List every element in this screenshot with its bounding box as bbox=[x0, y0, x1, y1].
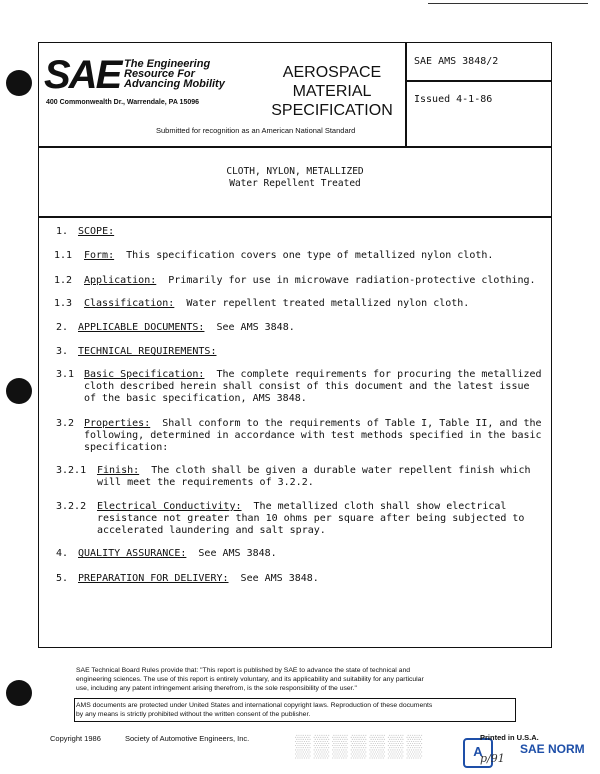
section-text: Water repellent treated metallized nylon cloth. bbox=[174, 298, 470, 309]
document-number: SAE AMS 3848/2 bbox=[414, 56, 499, 67]
section-text: Primarily for use in microwave radiation-protective clothing. bbox=[156, 275, 536, 286]
section-text: The complete requirements for procuring the metallized bbox=[204, 369, 542, 380]
section-text: Shall conform to the requirements of Table I, Table II, and the bbox=[150, 418, 542, 429]
section-preparation-for-delivery bbox=[78, 573, 319, 585]
section-electrical-conductivity bbox=[97, 501, 524, 537]
section-text: See AMS 3848. bbox=[204, 322, 295, 333]
section-heading: Form: bbox=[84, 250, 115, 261]
section-text: The metallized cloth shall show electrical bbox=[241, 501, 507, 512]
copyright-notice-line-1: AMS documents are protected under United States and international copyright laws. Reproduction of these documents bbox=[76, 702, 433, 709]
section-technical-requirements bbox=[78, 346, 216, 358]
top-edge-line bbox=[428, 3, 588, 4]
section-number: 3.2.1 bbox=[56, 465, 87, 476]
doc-title-line-2: Water Repellent Treated bbox=[229, 178, 361, 189]
printed-in-usa: Printed in U.S.A. bbox=[480, 733, 539, 742]
sae-norm-watermark: SAE NORM bbox=[520, 742, 585, 756]
section-text: See AMS 3848. bbox=[186, 548, 277, 559]
header-vertical-divider bbox=[405, 42, 407, 146]
header-right-divider bbox=[405, 80, 552, 82]
header-divider bbox=[38, 146, 552, 148]
section-form bbox=[84, 250, 493, 262]
section-heading: Finish: bbox=[97, 465, 140, 476]
tagline-line-3: Advancing Mobility bbox=[124, 78, 225, 90]
section-number: 3. bbox=[56, 346, 69, 357]
section-number: 1.3 bbox=[54, 298, 73, 309]
section-heading: Classification: bbox=[84, 298, 175, 309]
section-heading: APPLICABLE DOCUMENTS: bbox=[78, 322, 205, 333]
section-applicable-documents bbox=[78, 322, 295, 334]
sae-logo: SAE bbox=[44, 53, 121, 97]
title-aerospace: AEROSPACE bbox=[282, 64, 382, 81]
reproduction-watermark: ▒▒▒▒▒▒▒ bbox=[295, 733, 426, 758]
section-finish bbox=[97, 465, 531, 489]
section-number: 1. bbox=[56, 226, 69, 237]
binder-hole bbox=[6, 70, 32, 96]
tagline-line-2: Resource For bbox=[124, 68, 195, 80]
section-heading: TECHNICAL REQUIREMENTS: bbox=[78, 346, 217, 357]
section-text: The cloth shall be given a durable water repellent finish which bbox=[139, 465, 531, 476]
section-number: 3.2 bbox=[56, 418, 75, 429]
section-number: 5. bbox=[56, 573, 69, 584]
title-specification: SPECIFICATION bbox=[271, 102, 393, 119]
section-text: resistance not greater than 10 ohms per square after being subjected to bbox=[97, 513, 525, 524]
society-name: Society of Automotive Engineers, Inc. bbox=[125, 734, 250, 743]
section-number: 3.2.2 bbox=[56, 501, 87, 512]
board-rules-line-2: engineering sciences. The use of this report is entirely voluntary, and its applicability and suitability for any particular bbox=[76, 676, 424, 683]
approval-stamp: A bbox=[463, 738, 493, 768]
section-application bbox=[84, 275, 536, 287]
title-material: MATERIAL bbox=[292, 83, 372, 100]
section-text: specification: bbox=[84, 442, 169, 453]
section-heading: Basic Specification: bbox=[84, 369, 205, 380]
section-scope bbox=[78, 226, 114, 238]
section-properties bbox=[84, 418, 542, 454]
section-text: accelerated laundering and salt spray. bbox=[97, 525, 326, 536]
section-heading: Properties: bbox=[84, 418, 151, 429]
section-text: will meet the requirements of 3.2.2. bbox=[97, 477, 314, 488]
section-number: 2. bbox=[56, 322, 69, 333]
section-text: cloth described herein shall consist of this document and the latest issue bbox=[84, 381, 530, 392]
binder-hole bbox=[6, 680, 32, 706]
section-heading: SCOPE: bbox=[78, 226, 115, 237]
title-divider bbox=[38, 216, 552, 218]
section-heading: QUALITY ASSURANCE: bbox=[78, 548, 187, 559]
section-heading: Application: bbox=[84, 275, 157, 286]
section-number: 4. bbox=[56, 548, 69, 559]
section-text: of the basic specification, AMS 3848. bbox=[84, 393, 307, 404]
section-heading: Electrical Conductivity: bbox=[97, 501, 242, 512]
board-rules-line-3: use, including any patent infringement arising therefrom, is the sole responsibility of the user." bbox=[76, 685, 357, 692]
section-classification bbox=[84, 298, 469, 310]
binder-hole bbox=[6, 378, 32, 404]
section-text: following, determined in accordance with test methods specified in the basic bbox=[84, 430, 542, 441]
section-number: 1.2 bbox=[54, 275, 73, 286]
handwritten-note: p/91 bbox=[480, 752, 505, 765]
section-text: This specification covers one type of metallized nylon cloth. bbox=[114, 250, 494, 261]
tagline-line-1: The Engineering bbox=[124, 58, 211, 70]
section-heading: PREPARATION FOR DELIVERY: bbox=[78, 573, 229, 584]
section-quality-assurance bbox=[78, 548, 277, 560]
section-basic-specification bbox=[84, 369, 542, 405]
section-number: 3.1 bbox=[56, 369, 75, 380]
submitted-note: Submitted for recognition as an American National Standard bbox=[156, 126, 356, 135]
sae-address: 400 Commonwealth Dr., Warrendale, PA 15096 bbox=[46, 99, 200, 106]
section-text: See AMS 3848. bbox=[228, 573, 319, 584]
board-rules-line-1: SAE Technical Board Rules provide that: "This report is published by SAE to advance the state of technical and bbox=[76, 667, 411, 674]
doc-title-line-1: CLOTH, NYLON, METALLIZED bbox=[226, 166, 364, 177]
issue-date: Issued 4-1-86 bbox=[414, 94, 493, 105]
copyright-year: Copyright 1986 bbox=[50, 734, 101, 743]
copyright-notice-line-2: by any means is strictly prohibited without the written consent of the publisher. bbox=[76, 711, 311, 718]
section-number: 1.1 bbox=[54, 250, 73, 261]
